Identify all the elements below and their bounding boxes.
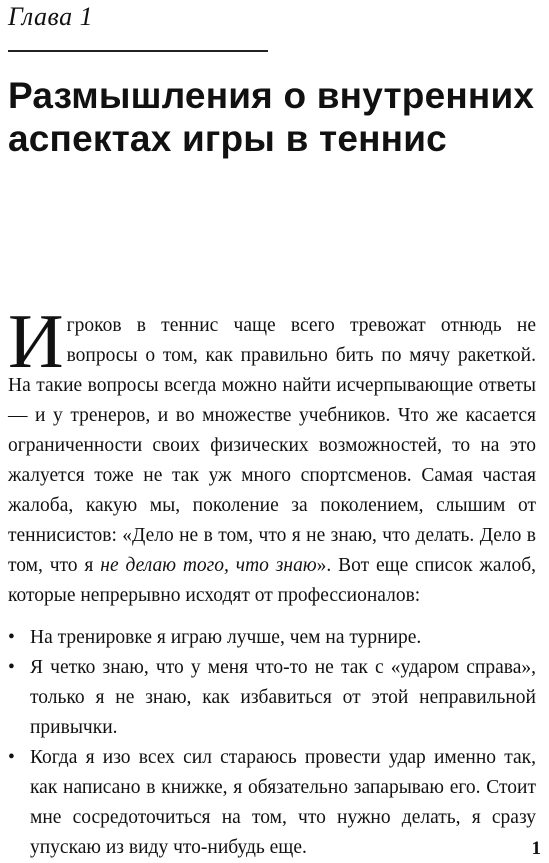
body-text: [8, 298, 537, 863]
bullet-marker: •: [8, 627, 15, 648]
list-item: [8, 623, 536, 653]
list-item: [8, 653, 536, 743]
intro-paragraph: [8, 298, 537, 611]
paragraph-text-start: гроков в теннис чаще всего тревожат отнюдь не вопросы о том, как правильно бить по мячу ракеткой. На такие вопросы всегда можно найти исчерпывающие ответы — и у тренеров, и во множестве учебников. Что же касается ограниченности своих физических возможностей, то на это жалуется тоже не так уж много спортсменов. Самая частая жалоба, какую мы, поколение за поколением, слышим от теннисистов: «Дело не в том, что я не знаю, что делать. Дело в том, что я: [8, 315, 536, 576]
paragraph-emphasis: не делаю того, что знаю: [100, 555, 317, 576]
complaint-list: [8, 623, 536, 863]
drop-cap: И: [8, 298, 64, 384]
bullet-marker: •: [8, 747, 15, 768]
chapter-divider: [8, 50, 268, 52]
page-number: 1: [531, 838, 541, 859]
chapter-title: Размышления о внутренних аспектах игры в теннис: [8, 75, 535, 159]
list-item: [8, 743, 536, 863]
chapter-label: Глава 1: [8, 2, 94, 31]
list-item-text: Когда я изо всех сил стараюсь провести удар именно так, как написано в книжке, я обязательно запарываю его. Стоит мне сосредоточиться на том, что нужно делать, я сразу упускаю из виду что-нибудь еще.: [30, 747, 536, 858]
list-item-text: На тренировке я играю лучше, чем на турнире.: [30, 627, 422, 648]
list-item-text: Я четко знаю, что у меня что-то не так с «ударом справа», только я не знаю, как избавиться от этой неправильной привычки.: [30, 657, 536, 738]
bullet-marker: •: [8, 657, 15, 678]
paragraph-text-end: ». Вот еще список жалоб, которые непрерывно исходят от профессионалов:: [8, 555, 537, 606]
